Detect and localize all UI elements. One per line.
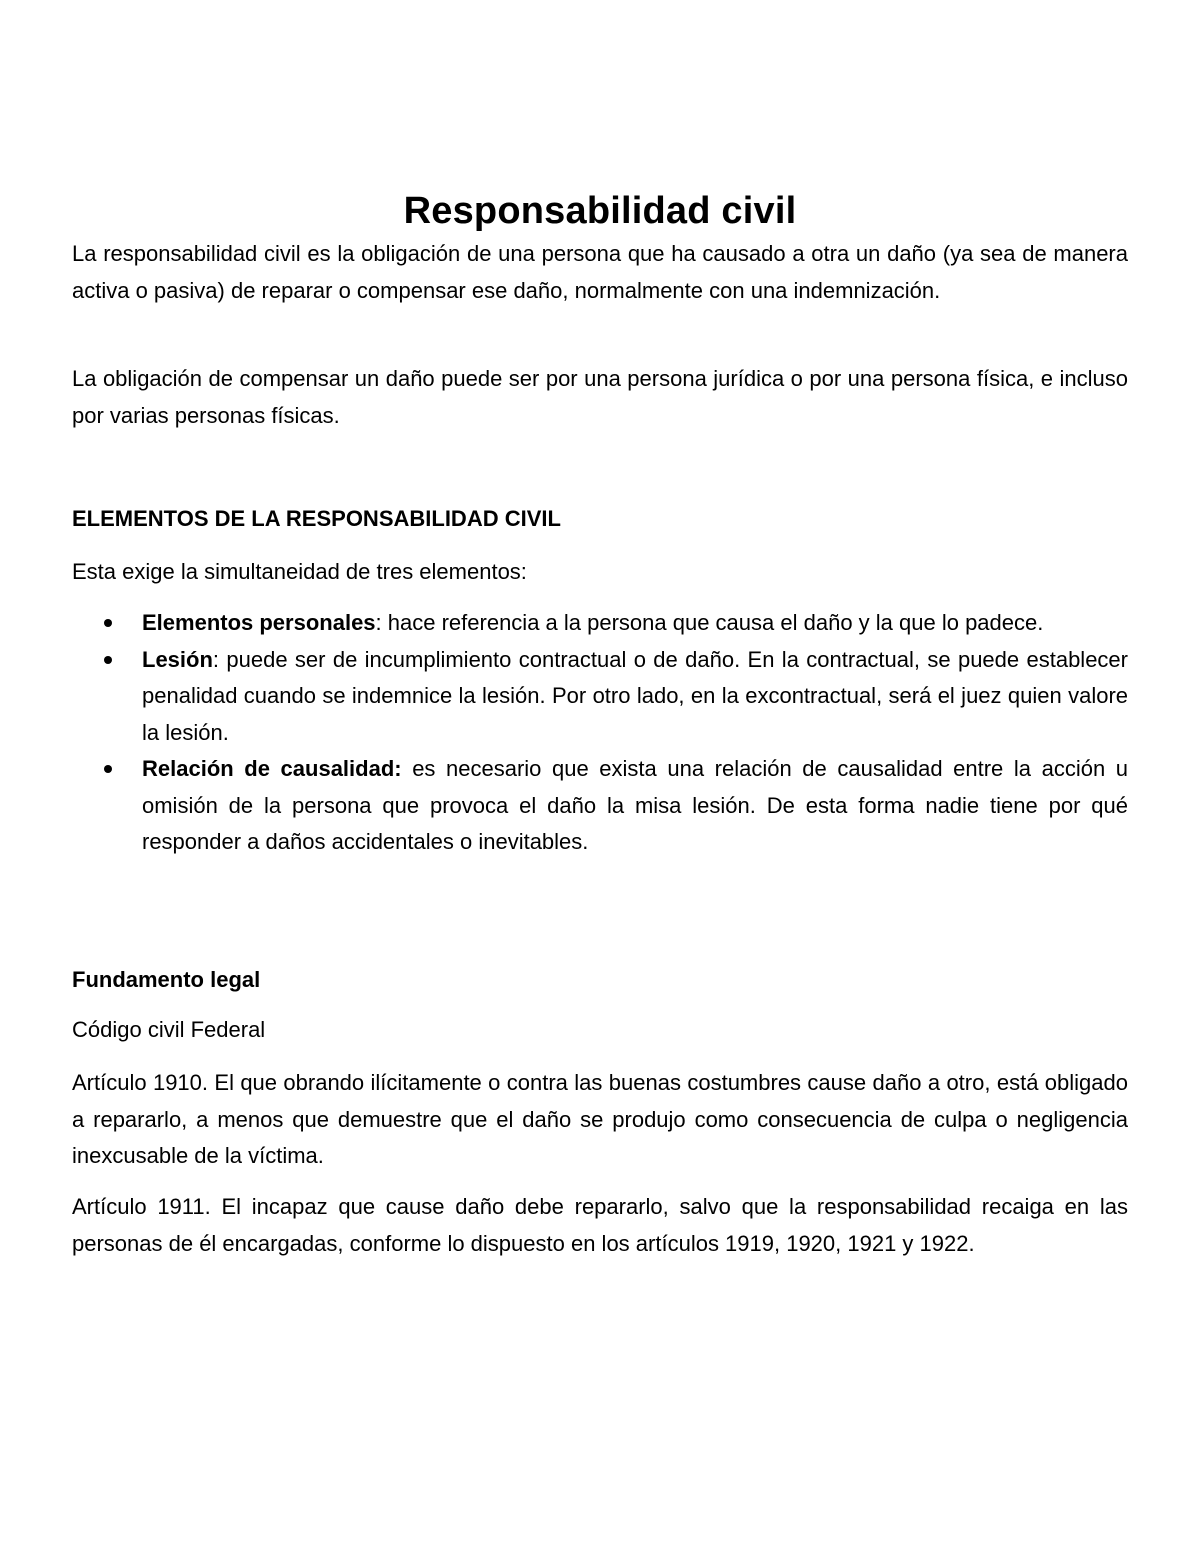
intro-paragraph-2: La obligación de compensar un daño puede ser por una persona jurídica o por una persona física, e incluso por varias personas físicas. <box>72 366 1128 428</box>
legal-code: Código civil Federal <box>72 1017 266 1042</box>
item-separator: : <box>375 610 382 635</box>
bullet-icon <box>104 619 112 627</box>
list-item <box>72 642 1128 752</box>
item-text: hace referencia a la persona que causa el daño y la que lo padece. <box>381 610 1044 635</box>
intro-paragraph-1: La responsabilidad civil es la obligación de una persona que ha causado a otra un daño (ya sea de manera activa o pasiva) de reparar o compensar ese daño, normalmente con una indemnización. <box>72 241 1128 303</box>
item-term: Lesión <box>142 646 213 672</box>
legal-heading: Fundamento legal <box>72 967 261 992</box>
item-term: Relación de causalidad: <box>142 756 402 781</box>
item-term: Elementos personales <box>142 610 376 635</box>
item-separator: : <box>212 646 220 672</box>
bullet-icon <box>104 765 112 773</box>
list-item <box>72 605 1128 642</box>
elements-heading: ELEMENTOS DE LA RESPONSABILIDAD CIVIL <box>72 506 561 531</box>
document-title: Responsabilidad civil <box>403 190 797 233</box>
elements-lead: Esta exige la simultaneidad de tres elementos: <box>72 559 527 584</box>
bullet-icon <box>104 656 112 664</box>
list-item <box>72 751 1128 861</box>
item-text: es necesario que exista una relación de causalidad entre la acción u omisión de la persona que provoca el daño la misa lesión. De esta forma nadie tiene por qué responder a daños accidentales o inevitables. <box>142 756 1129 854</box>
elements-list <box>72 605 1128 861</box>
article-1911: Artículo 1911. El incapaz que cause daño debe repararlo, salvo que la responsabilidad recaiga en las personas de él encargadas, conforme lo dispuesto en los artículos 1919, 1920, 1921 y 1922. <box>72 1194 1128 1256</box>
item-text: puede ser de incumplimiento contractual o de daño. En la contractual, se puede establecer penalidad cuando se indemnice la lesión. Por otro lado, en la excontractual, será el juez quien valore la lesión. <box>142 646 1128 745</box>
article-1910: Artículo 1910. El que obrando ilícitamente o contra las buenas costumbres cause daño a otro, está obligado a repararlo, a menos que demuestre que el daño se produjo como consecuencia de culpa o negligencia inexcusable de la víctima. <box>72 1070 1128 1168</box>
